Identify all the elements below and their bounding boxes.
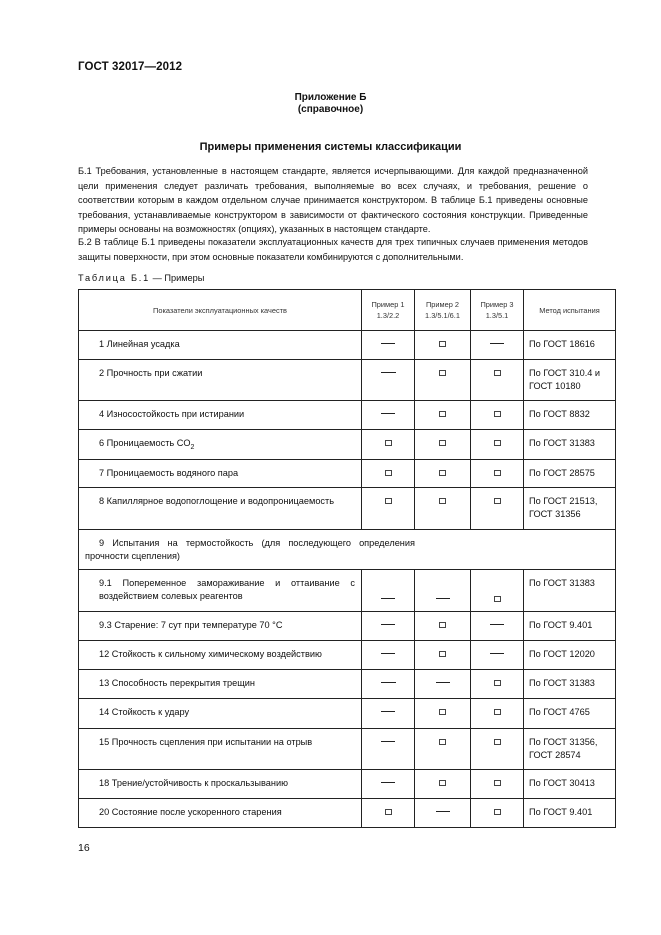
square-icon [385,440,392,446]
table-row [79,360,616,401]
table-caption [78,273,204,283]
indicator-cell: 8 Капиллярное водопоглощение и водопроницаемость [79,488,362,530]
header-example-3-code: 1.3/5.1 [485,311,509,320]
example-2-mark [415,799,471,828]
method-cell: По ГОСТ 12020 [524,641,616,670]
square-icon [439,370,446,376]
page-number: 16 [78,842,90,854]
example-3-mark [471,699,524,729]
example-2-mark [415,770,471,799]
table-row [79,670,616,699]
method-cell: По ГОСТ 31356, ГОСТ 28574 [524,729,616,770]
indicator-cell: 1 Линейная усадка [79,331,362,360]
examples-table [78,289,616,828]
method-cell: По ГОСТ 31383 [524,430,616,460]
indicator-text: 6 Проницаемость CO [99,438,191,448]
square-icon [439,341,446,347]
dash-icon [381,598,395,599]
header-example-2-label: Пример 2 [425,300,460,309]
square-icon [494,809,501,815]
indicator-subscript: 2 [190,443,195,451]
header-example-1-code: 1.3/2.2 [376,311,400,320]
header-example-2 [415,290,471,331]
example-1-mark [362,770,415,799]
header-example-3 [471,290,524,331]
example-1-mark [362,460,415,488]
indicator-cell: 13 Способность перекрытия трещин [79,670,362,699]
square-icon [439,498,446,504]
square-icon [439,651,446,657]
example-1-mark [362,401,415,430]
example-3-mark [471,612,524,641]
table-row [79,530,616,570]
header-indicator: Показатели эксплуатационных качеств [79,290,362,331]
indicator-cell: 15 Прочность сцепления при испытании на отрыв [79,729,362,770]
example-2-mark [415,641,471,670]
dash-icon [381,343,395,344]
square-icon [439,440,446,446]
table-row [79,331,616,360]
dash-icon [381,624,395,625]
square-icon [439,622,446,628]
example-2-mark [415,460,471,488]
example-1-mark [362,799,415,828]
square-icon [494,596,501,602]
dash-icon [381,782,395,783]
square-icon [494,440,501,446]
dash-icon [490,343,504,344]
example-3-mark [471,360,524,401]
indicator-cell: 20 Состояние после ускоренного старения [79,799,362,828]
square-icon [494,680,501,686]
method-cell: По ГОСТ 28575 [524,460,616,488]
table-row [79,770,616,799]
square-icon [494,709,501,715]
indicator-cell [79,430,362,460]
appendix-name: Приложение Б [294,92,367,103]
example-2-mark [415,331,471,360]
example-2-mark [415,360,471,401]
table-row [79,570,616,612]
table-row [79,488,616,530]
indicator-cell: 18 Трение/устойчивость к проскальзыванию [79,770,362,799]
method-cell: По ГОСТ 9.401 [524,799,616,828]
example-3-mark [471,770,524,799]
example-1-mark [362,729,415,770]
method-cell: По ГОСТ 31383 [524,570,616,612]
indicator-cell: 2 Прочность при сжатии [79,360,362,401]
dash-icon [381,711,395,712]
square-icon [439,739,446,745]
method-cell: По ГОСТ 31383 [524,670,616,699]
example-3-mark [471,570,524,612]
example-3-mark [471,430,524,460]
method-cell: По ГОСТ 30413 [524,770,616,799]
example-1-mark [362,641,415,670]
indicator-cell: 12 Стойкость к сильному химическому воздействию [79,641,362,670]
dash-icon [490,653,504,654]
square-icon [439,411,446,417]
example-1-mark [362,360,415,401]
square-icon [494,739,501,745]
header-example-3-label: Пример 3 [480,300,514,309]
dash-icon [381,653,395,654]
example-3-mark [471,460,524,488]
table-row [79,699,616,729]
table-row [79,799,616,828]
table-row [79,729,616,770]
paragraph-b1: Б.1 Требования, установленные в настоящем стандарте, является исчерпывающими. Для каждой предназначенной цели применения следует различать требования, выполняемые во всех случаях, и требования, решение о соответствии которым в каждом отдельном случае принимается конструктором. В таблице Б.1 приведены основные требования, устанавливаемые конструктором в зависимости от фактического состояния конструкции. Приведенные примеры основаны на возможностях (опциях), указанных в настоящем стандарте. [78,166,588,234]
example-2-mark [415,570,471,612]
method-cell: По ГОСТ 21513, ГОСТ 31356 [524,488,616,530]
square-icon [494,411,501,417]
square-icon [385,809,392,815]
table-row [79,401,616,430]
indicator-cell: 14 Стойкость к удару [79,699,362,729]
table-caption-suffix: — Примеры [150,273,205,283]
header-example-2-code: 1.3/5.1/6.1 [425,311,460,320]
method-cell: По ГОСТ 4765 [524,699,616,729]
dash-icon [436,598,450,599]
example-3-mark [471,670,524,699]
square-icon [439,709,446,715]
square-icon [439,470,446,476]
square-icon [385,498,392,504]
indicator-cell: 9.3 Старение: 7 сут при температуре 70 °С [79,612,362,641]
square-icon [494,370,501,376]
example-2-mark [415,430,471,460]
example-2-mark [415,488,471,530]
example-3-mark [471,488,524,530]
method-cell: По ГОСТ 8832 [524,401,616,430]
example-2-mark [415,699,471,729]
table-row [79,430,616,460]
dash-icon [381,682,396,684]
paragraph-b2: Б.2 В таблице Б.1 приведены показатели эксплуатационных качеств для трех типичных случаев применения методов защиты поверхности, при этом основные показатели комбинируются с дополнительными. [78,237,588,262]
method-cell: По ГОСТ 9.401 [524,612,616,641]
square-icon [494,780,501,786]
square-icon [494,470,501,476]
example-2-mark [415,670,471,699]
example-2-mark [415,401,471,430]
method-cell: По ГОСТ 18616 [524,331,616,360]
example-3-mark [471,729,524,770]
example-1-mark [362,670,415,699]
square-icon [439,780,446,786]
method-cell: По ГОСТ 310.4 и ГОСТ 10180 [524,360,616,401]
square-icon [385,470,392,476]
header-example-1 [362,290,415,331]
table-row [79,641,616,670]
example-2-mark [415,612,471,641]
dash-icon [490,624,504,625]
table-row [79,612,616,641]
indicator-cell: 4 Износостойкость при истирании [79,401,362,430]
example-1-mark [362,612,415,641]
indicator-cell: 9 Испытания на термостойкость (для последующего определения прочности сцепления) [79,530,616,570]
example-3-mark [471,641,524,670]
dash-icon [381,413,395,414]
indicator-cell: 7 Проницаемость водяного пара [79,460,362,488]
appendix-type: (справочное) [297,104,364,115]
example-1-mark [362,488,415,530]
dash-icon [381,372,396,374]
dash-icon [381,741,395,742]
header-method: Метод испытания [524,290,616,331]
dash-icon [436,682,450,683]
example-2-mark [415,729,471,770]
example-1-mark [362,430,415,460]
dash-icon [436,811,450,812]
table-header-row [79,290,616,331]
section-title: Примеры применения системы классификации [199,141,462,153]
indicator-cell: 9.1 Попеременное замораживание и оттаивание с воздействием солевых реагентов [79,570,362,612]
example-3-mark [471,401,524,430]
example-1-mark [362,699,415,729]
table-caption-prefix: Таблица Б.1 [78,273,151,283]
example-3-mark [471,799,524,828]
document-code: ГОСТ 32017—2012 [78,61,183,73]
example-1-mark [362,331,415,360]
header-example-1-label: Пример 1 [371,300,405,309]
table-row [79,460,616,488]
square-icon [494,498,501,504]
example-1-mark [362,570,415,612]
example-3-mark [471,331,524,360]
